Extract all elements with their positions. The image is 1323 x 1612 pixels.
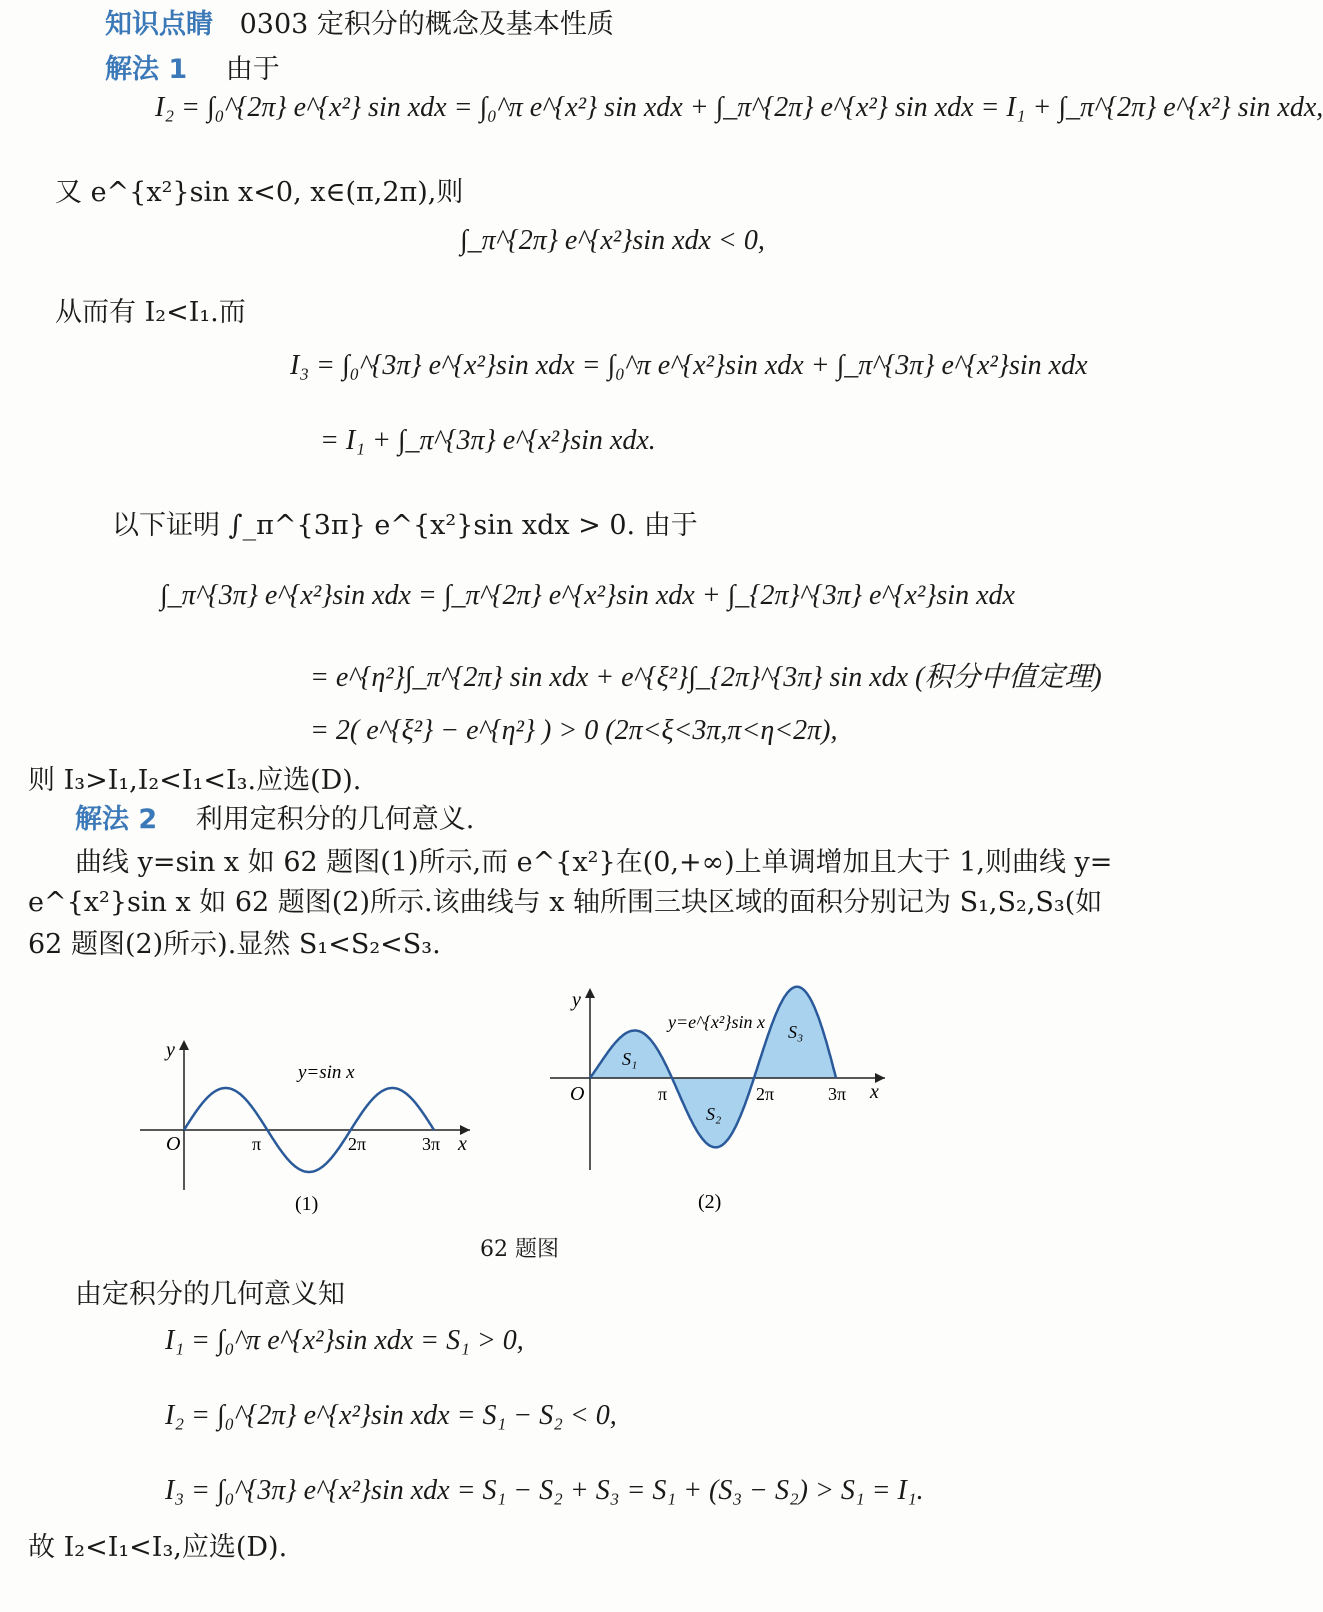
paragraph-line-1: 曲线 y=sin x 如 62 题图(1)所示,而 e^{x²}在(0,+∞)上单调增加且大于 1,则曲线 y= (75, 847, 1113, 878)
fig1-y-arrow (179, 1040, 189, 1050)
geometric-intro: 由定积分的几何意义知 (75, 1279, 345, 1310)
fig2-label-S3: S₃ (788, 1022, 804, 1042)
equation-I3-b: = I₁ + ∫_π^{3π} e^{x²}sin xdx. (320, 425, 656, 456)
fig2-y-arrow (585, 988, 595, 998)
figure-caption: 62 题图 (480, 1237, 559, 1262)
split-equation: ∫_π^{3π} e^{x²}sin xdx = ∫_π^{2π} e^{x²}sin xdx + ∫_{2π}^{3π} e^{x²}sin xdx (160, 580, 1015, 611)
equation-I2: I₂ = ∫₀^{2π} e^{x²} sin xdx = ∫₀^π e^{x²} sin xdx + ∫_π^{2π} e^{x²} sin xdx = I₁ + ∫_π^{2π} e^{x²} sin xdx, (155, 92, 1323, 123)
condition-line: 又 e^{x²}sin x<0, x∈(π,2π),则 (55, 177, 464, 208)
solution1-intro: 由于 (225, 54, 280, 85)
fig1-origin: O (166, 1133, 181, 1155)
fig2-caption: (2) (698, 1191, 722, 1213)
fig1-caption: (1) (295, 1193, 319, 1215)
fig1-y-label: y (166, 1039, 175, 1061)
fig2-label-S2: S₂ (706, 1104, 722, 1124)
fig2-tick-3pi: 3π (828, 1084, 847, 1104)
solution1-heading (105, 47, 280, 86)
geometric-line-3: I₃ = ∫₀^{3π} e^{x²}sin xdx = S₁ − S₂ + S₃ = S₁ + (S₃ − S₂) > S₁ = I₁. (165, 1475, 924, 1506)
mean-value-equation: = e^{η²}∫_π^{2π} sin xdx + e^{ξ²}∫_{2π}^{3π} sin xdx (积分中值定理) (310, 662, 1102, 693)
result-equation: = 2( e^{ξ²} − e^{η²} ) > 0 (2π<ξ<3π,π<η<2π), (310, 715, 838, 746)
section-title: 0303 定积分的概念及基本性质 (239, 9, 614, 40)
section-tag: 知识点睛 (105, 9, 213, 40)
fig2-x-label: x (870, 1081, 879, 1103)
fig2-curve-label: y=e^{x²}sin x (668, 1012, 765, 1032)
fig2-label-S1: S₁ (622, 1049, 638, 1069)
geometric-line-2: I₂ = ∫₀^{2π} e^{x²}sin xdx = S₁ − S₂ < 0, (165, 1400, 617, 1431)
equation-I3-a: I₃ = ∫₀^{3π} e^{x²}sin xdx = ∫₀^π e^{x²}sin xdx + ∫_π^{3π} e^{x²}sin xdx (290, 350, 1088, 381)
fig1-x-label: x (458, 1133, 467, 1155)
fig2-tick-2pi: 2π (756, 1084, 775, 1104)
figure-1 (140, 1030, 490, 1220)
prove-line: 以下证明 ∫_π^{3π} e^{x²}sin xdx > 0. 由于 (112, 510, 698, 541)
figure-2 (550, 970, 900, 1220)
fig2-origin: O (570, 1083, 585, 1105)
solution1-label: 解法 1 (105, 54, 188, 85)
paragraph-line-3: 62 题图(2)所示).显然 S₁<S₂<S₃. (28, 929, 441, 960)
comparison-line: 从而有 I₂<I₁.而 (55, 297, 246, 328)
solution2-heading (75, 797, 474, 836)
fig1-tick-pi: π (252, 1134, 262, 1154)
solution1-conclusion: 则 I₃>I₁,I₂<I₁<I₃.应选(D). (28, 765, 362, 796)
fig1-tick-2pi: 2π (348, 1134, 367, 1154)
final-conclusion: 故 I₂<I₁<I₃,应选(D). (28, 1532, 288, 1563)
fig1-curve-label: y=sin x (298, 1062, 355, 1083)
paragraph-line-2: e^{x²}sin x 如 62 题图(2)所示.该曲线与 x 轴所围三块区域的面积分别记为 S₁,S₂,S₃(如 (28, 887, 1103, 918)
fig1-tick-3pi: 3π (422, 1134, 441, 1154)
solution2-label: 解法 2 (75, 804, 158, 835)
geometric-line-1: I₁ = ∫₀^π e^{x²}sin xdx = S₁ > 0, (165, 1325, 524, 1356)
fig2-tick-pi: π (658, 1084, 668, 1104)
header (105, 2, 614, 41)
fig2-y-label: y (572, 989, 581, 1011)
solution2-intro: 利用定积分的几何意义. (195, 804, 475, 835)
negative-integral: ∫_π^{2π} e^{x²}sin xdx < 0, (460, 225, 765, 256)
